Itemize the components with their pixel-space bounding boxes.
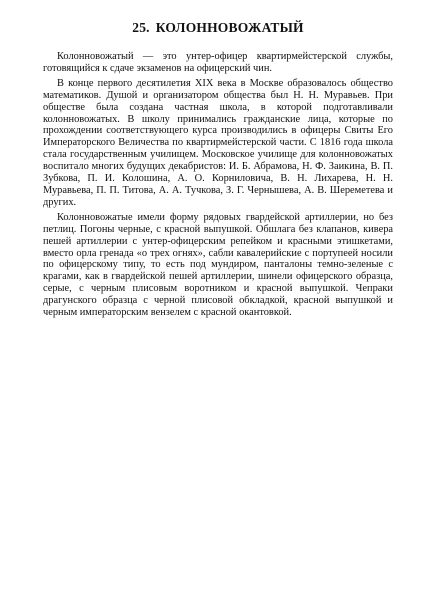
paragraph-history: В конце первого десятилетия XIX века в Москве образовалось общество математиков. Душой и организатором общества был Н. Н. Муравьев. При обществе была создана частная школа, в которой подготавливали колонновожатых. В школу принимались гражданские лица, которые по прохождении соответствующего курса производились в офицеры Свиты Его Императорского Величества по квартирмейстерской части. С 1816 года школа стала государственным училищем. Московское училище для колонновожатых воспитало многих будущих декабристов: И. Б. Абрамова, Н. Ф. Заикина, В. П. Зубкова, П. И. Колошина, А. О. Корниловича, В. Н. Лихарева, Н. Н. Муравьева, П. П. Титова, А. А. Тучкова, З. Г. Чернышева, А. В. Шереметева и других.	[43, 77, 393, 208]
paragraph-uniform: Колонновожатые имели форму рядовых гвардейской артиллерии, но без петлиц. Погоны черные, с красной выпушкой. Обшлага без клапанов, кивера пешей артиллерии с унтер-офицерским репейком и красными этишкетами, вместо орла гренада «о трех огнях», сабли кавалерийские с портупеей носили по офицерскому типу, то есть под мундиром, панталоны темно-зеленые с крагами, как в гвардейской пешей артиллерии, шинели офицерского образца, серые, с черным плисовым воротником и красной выпушкой. Чепраки драгунского образца с черной плисовой обкладкой, красной выпушкой и черным императорским вензелем с красной окантовкой.	[43, 211, 393, 319]
section-title: КОЛОННОВОЖАТЫЙ	[155, 20, 304, 35]
section-number: 25.	[132, 20, 150, 35]
paragraph-definition: Колонновожатый — это унтер-офицер квартирмейстерской службы, готовящийся к сдаче экзаменов на офицерский чин.	[43, 51, 393, 74]
document-page	[43, 20, 393, 322]
section-heading	[43, 20, 393, 36]
